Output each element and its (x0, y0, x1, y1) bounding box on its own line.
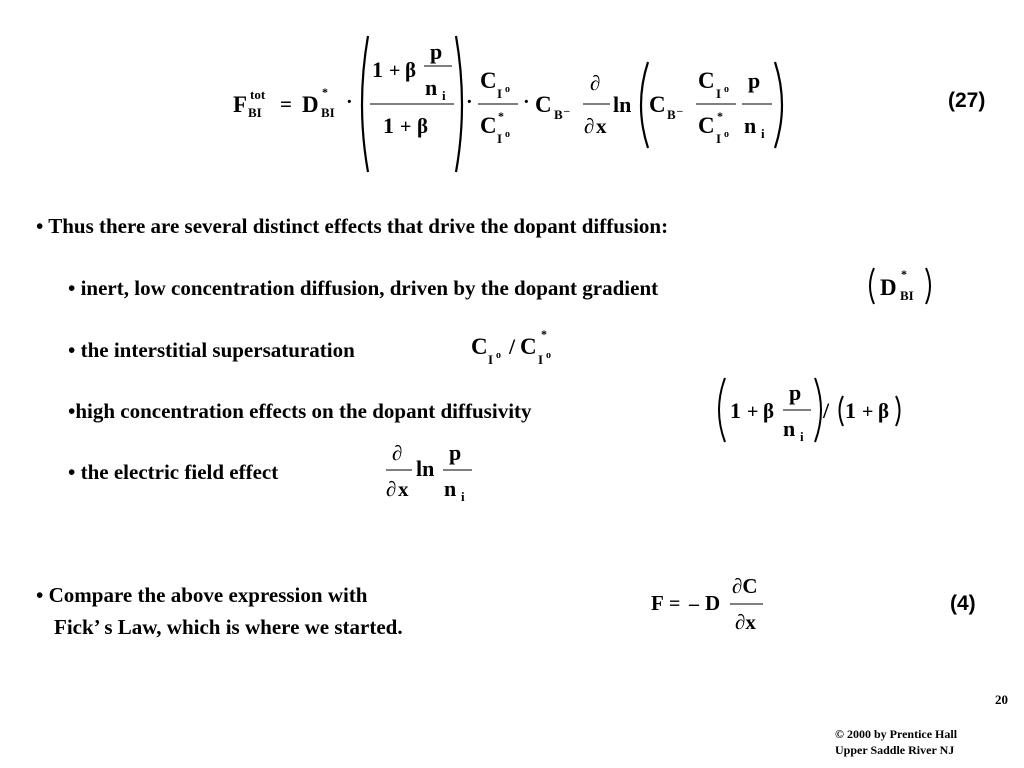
d-subscript: BI (900, 288, 914, 303)
copyright-line1: © 2000 by Prentice Hall (835, 727, 958, 741)
ci-numerator: C (480, 68, 497, 93)
one-2: 1 (845, 398, 856, 423)
ci-inner-numerator-subsup: o (724, 84, 729, 95)
minus: – (689, 593, 699, 615)
ci-subsup: o (496, 350, 501, 361)
ci-inner-denominator-subsup: o (724, 129, 729, 140)
inline-math-high-conc (705, 372, 915, 452)
bullet-intro: • Thus there are several distinct effects that drive the dopant diffusion: (36, 214, 669, 238)
ci-denominator-star: * (498, 109, 504, 123)
p-small-frac: p (430, 39, 443, 64)
ci-denominator: C (480, 113, 497, 138)
equation-27-number: (27) (948, 89, 986, 112)
equals-sign: = (280, 92, 292, 116)
d-symbol: D (880, 275, 897, 300)
cb-inner-subscript: B (667, 107, 676, 122)
partial-top: ∂ (392, 441, 403, 465)
diffusivity-star: * (322, 85, 328, 99)
ci-inner-denominator-star: * (717, 109, 723, 123)
equation-4 (645, 568, 785, 638)
page-number: 20 (995, 692, 1008, 707)
equation-27 (0, 0, 1024, 200)
flux-subscript: BI (248, 105, 262, 120)
dot-operator: · (346, 91, 353, 113)
paren-left (870, 268, 874, 304)
ci-numerator-sub: I (497, 86, 503, 101)
ci-sub: I (488, 352, 494, 367)
cb-minus: – (564, 105, 570, 117)
equation-4-number: (4) (950, 592, 976, 615)
flux-symbol: F (233, 92, 248, 117)
ci-symbol: C (471, 334, 488, 359)
inline-math-supersaturation (465, 322, 575, 372)
beta-2: β (878, 399, 890, 423)
n-frac: n (783, 416, 796, 441)
dot-operator-3: · (523, 91, 530, 113)
inline-math-electric-field (380, 432, 480, 512)
copyright-line2: Upper Saddle River NJ (835, 743, 955, 757)
cb-inner-symbol: C (649, 92, 666, 117)
ln-left-paren (641, 62, 648, 148)
paren-right-1 (815, 378, 821, 442)
right-paren-large (456, 36, 462, 172)
bullet-compare-line1: • Compare the above expression with (36, 583, 368, 607)
cb-inner-minus: – (677, 105, 683, 117)
ln-right-paren (775, 62, 782, 148)
ci-inner-denominator-sub: I (716, 131, 722, 146)
plus-2: + (862, 401, 874, 423)
plus-denominator: + (400, 116, 412, 138)
bullet-high-concentration: •high concentration effects on the dopant diffusivity (68, 399, 532, 423)
slash: / (509, 334, 516, 359)
dx-denominator: ∂x (735, 610, 756, 634)
dot-operator-2: · (466, 91, 473, 113)
beta-numerator: β (405, 58, 417, 82)
x-denominator: x (596, 114, 607, 138)
diffusivity-subscript: BI (321, 105, 335, 120)
ci-inner-denominator: C (698, 113, 715, 138)
paren-right (926, 268, 930, 304)
flux-f: F (651, 591, 664, 615)
n-small-frac: n (425, 75, 438, 100)
equals: = (669, 593, 681, 615)
partial-denominator: ∂ (584, 114, 595, 138)
paren-left-2 (840, 396, 844, 426)
divide-slash: / (823, 398, 830, 423)
ci-denominator-subsup: o (505, 129, 510, 140)
d-coefficient: D (705, 591, 721, 615)
plus-numerator: + (389, 60, 401, 82)
one-1: 1 (730, 398, 741, 423)
bullet-compare-line2: Fick’ s Law, which is where we started. (54, 615, 403, 639)
ci-denominator-sub: I (497, 131, 503, 146)
p-inner: p (748, 68, 761, 93)
ln-text: ln (416, 456, 435, 481)
partial-numerator: ∂ (590, 71, 601, 95)
n-frac-sub: i (800, 429, 804, 444)
ci-inner-numerator: C (698, 68, 715, 93)
cb-subscript: B (554, 107, 563, 122)
bullet-supersaturation: • the interstitial supersaturation (68, 338, 355, 362)
bullet-electric-field: • the electric field effect (68, 460, 279, 484)
partial-bottom: ∂ (386, 477, 397, 501)
beta-1: β (763, 399, 775, 423)
beta-denominator: β (417, 114, 429, 138)
ln-operator: ln (613, 92, 632, 117)
paren-right-2 (896, 396, 900, 426)
n-inner-sub: i (761, 126, 765, 141)
bullet-inert-diffusion: • inert, low concentration diffusion, driven by the dopant gradient (68, 276, 659, 300)
ci-star-sub: I (538, 352, 544, 367)
ci-inner-numerator-sub: I (716, 86, 722, 101)
ci-star: * (541, 327, 547, 341)
ci-numerator-subsup: o (505, 84, 510, 95)
left-paren-large (362, 36, 368, 172)
n-bottom: n (444, 476, 457, 501)
p-frac: p (789, 380, 802, 405)
diffusivity-symbol: D (302, 92, 319, 117)
one-denominator: 1 (383, 113, 394, 138)
plus-1: + (747, 401, 759, 423)
p-top: p (449, 440, 462, 465)
flux-superscript: tot (250, 87, 266, 102)
inline-math-diffusivity (860, 262, 940, 312)
paren-left-1 (719, 378, 725, 442)
ci-star-symbol: C (520, 334, 537, 359)
cb-symbol: C (535, 92, 552, 117)
d-star: * (901, 267, 907, 281)
ci-star-subsup: o (546, 350, 551, 361)
dc-numerator: ∂C (732, 574, 758, 598)
n-inner: n (744, 113, 757, 138)
n-bottom-sub: i (461, 489, 465, 504)
n-small-frac-sub: i (442, 88, 446, 103)
x-bottom: x (398, 477, 409, 501)
one-numerator: 1 (372, 57, 383, 82)
